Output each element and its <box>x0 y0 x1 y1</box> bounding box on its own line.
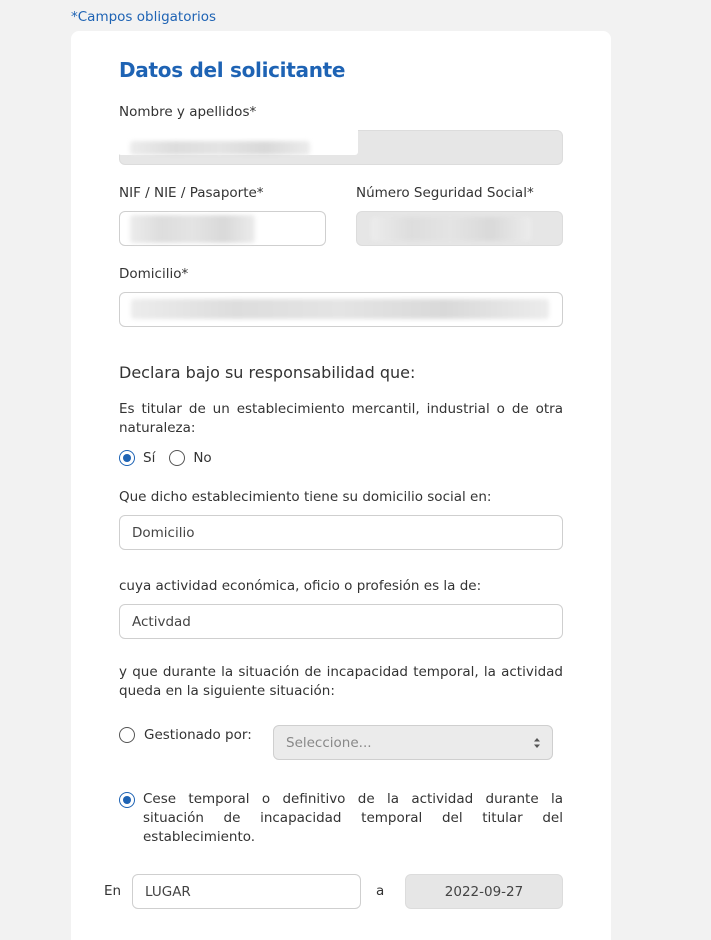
select-arrows-icon <box>533 736 541 750</box>
domicilio-input[interactable] <box>119 292 563 327</box>
gestionado-select-value: Seleccione... <box>286 734 372 751</box>
situacion-text: y que durante la situación de incapacidad temporal, la actividad queda en la siguiente situación: <box>119 664 563 699</box>
radio-no-label: No <box>193 450 212 466</box>
domicilio-label: Domicilio* <box>119 266 189 282</box>
nif-input[interactable] <box>119 211 326 246</box>
cese-text: Cese temporal o definitivo de la actividad durante la situación de incapacidad temporal del titular del establecimiento. <box>143 791 563 845</box>
declaration-heading: Declara bajo su responsabilidad que: <box>119 363 416 382</box>
nombre-input[interactable] <box>119 130 563 165</box>
en-label: En <box>104 883 122 899</box>
lugar-input[interactable]: LUGAR <box>132 874 361 909</box>
gestionado-select[interactable] <box>273 725 553 760</box>
nif-label: NIF / NIE / Pasaporte* <box>119 185 264 201</box>
fecha-input[interactable]: 2022-09-27 <box>405 874 563 909</box>
nombre-label: Nombre y apellidos* <box>119 104 257 120</box>
cese-option[interactable] <box>119 790 563 847</box>
nss-input[interactable] <box>356 211 563 246</box>
nss-label: Número Seguridad Social* <box>356 185 534 201</box>
titular-question: Es titular de un establecimiento mercantil, industrial o de otra naturaleza: <box>119 401 563 436</box>
gestionado-option[interactable] <box>119 727 252 743</box>
domicilio-social-input[interactable]: Domicilio <box>119 515 563 550</box>
section-title: Datos del solicitante <box>119 58 346 82</box>
radio-yes-dot <box>123 454 131 462</box>
a-label: a <box>376 883 385 899</box>
radio-gestionado[interactable] <box>119 727 135 743</box>
radio-yes-label: Sí <box>143 450 156 466</box>
domicilio-social-label: Que dicho establecimiento tiene su domicilio social en: <box>119 489 492 505</box>
radio-no[interactable] <box>169 450 185 466</box>
required-fields-note: *Campos obligatorios <box>71 9 217 25</box>
gestionado-label: Gestionado por: <box>144 727 252 743</box>
actividad-label: cuya actividad económica, oficio o profesión es la de: <box>119 578 482 594</box>
radio-cese[interactable] <box>119 792 135 808</box>
actividad-input[interactable]: Activdad <box>119 604 563 639</box>
radio-yes[interactable] <box>119 450 135 466</box>
radio-cese-dot <box>123 796 131 804</box>
titular-radio-group <box>119 450 212 466</box>
applicant-form-card <box>71 31 611 940</box>
